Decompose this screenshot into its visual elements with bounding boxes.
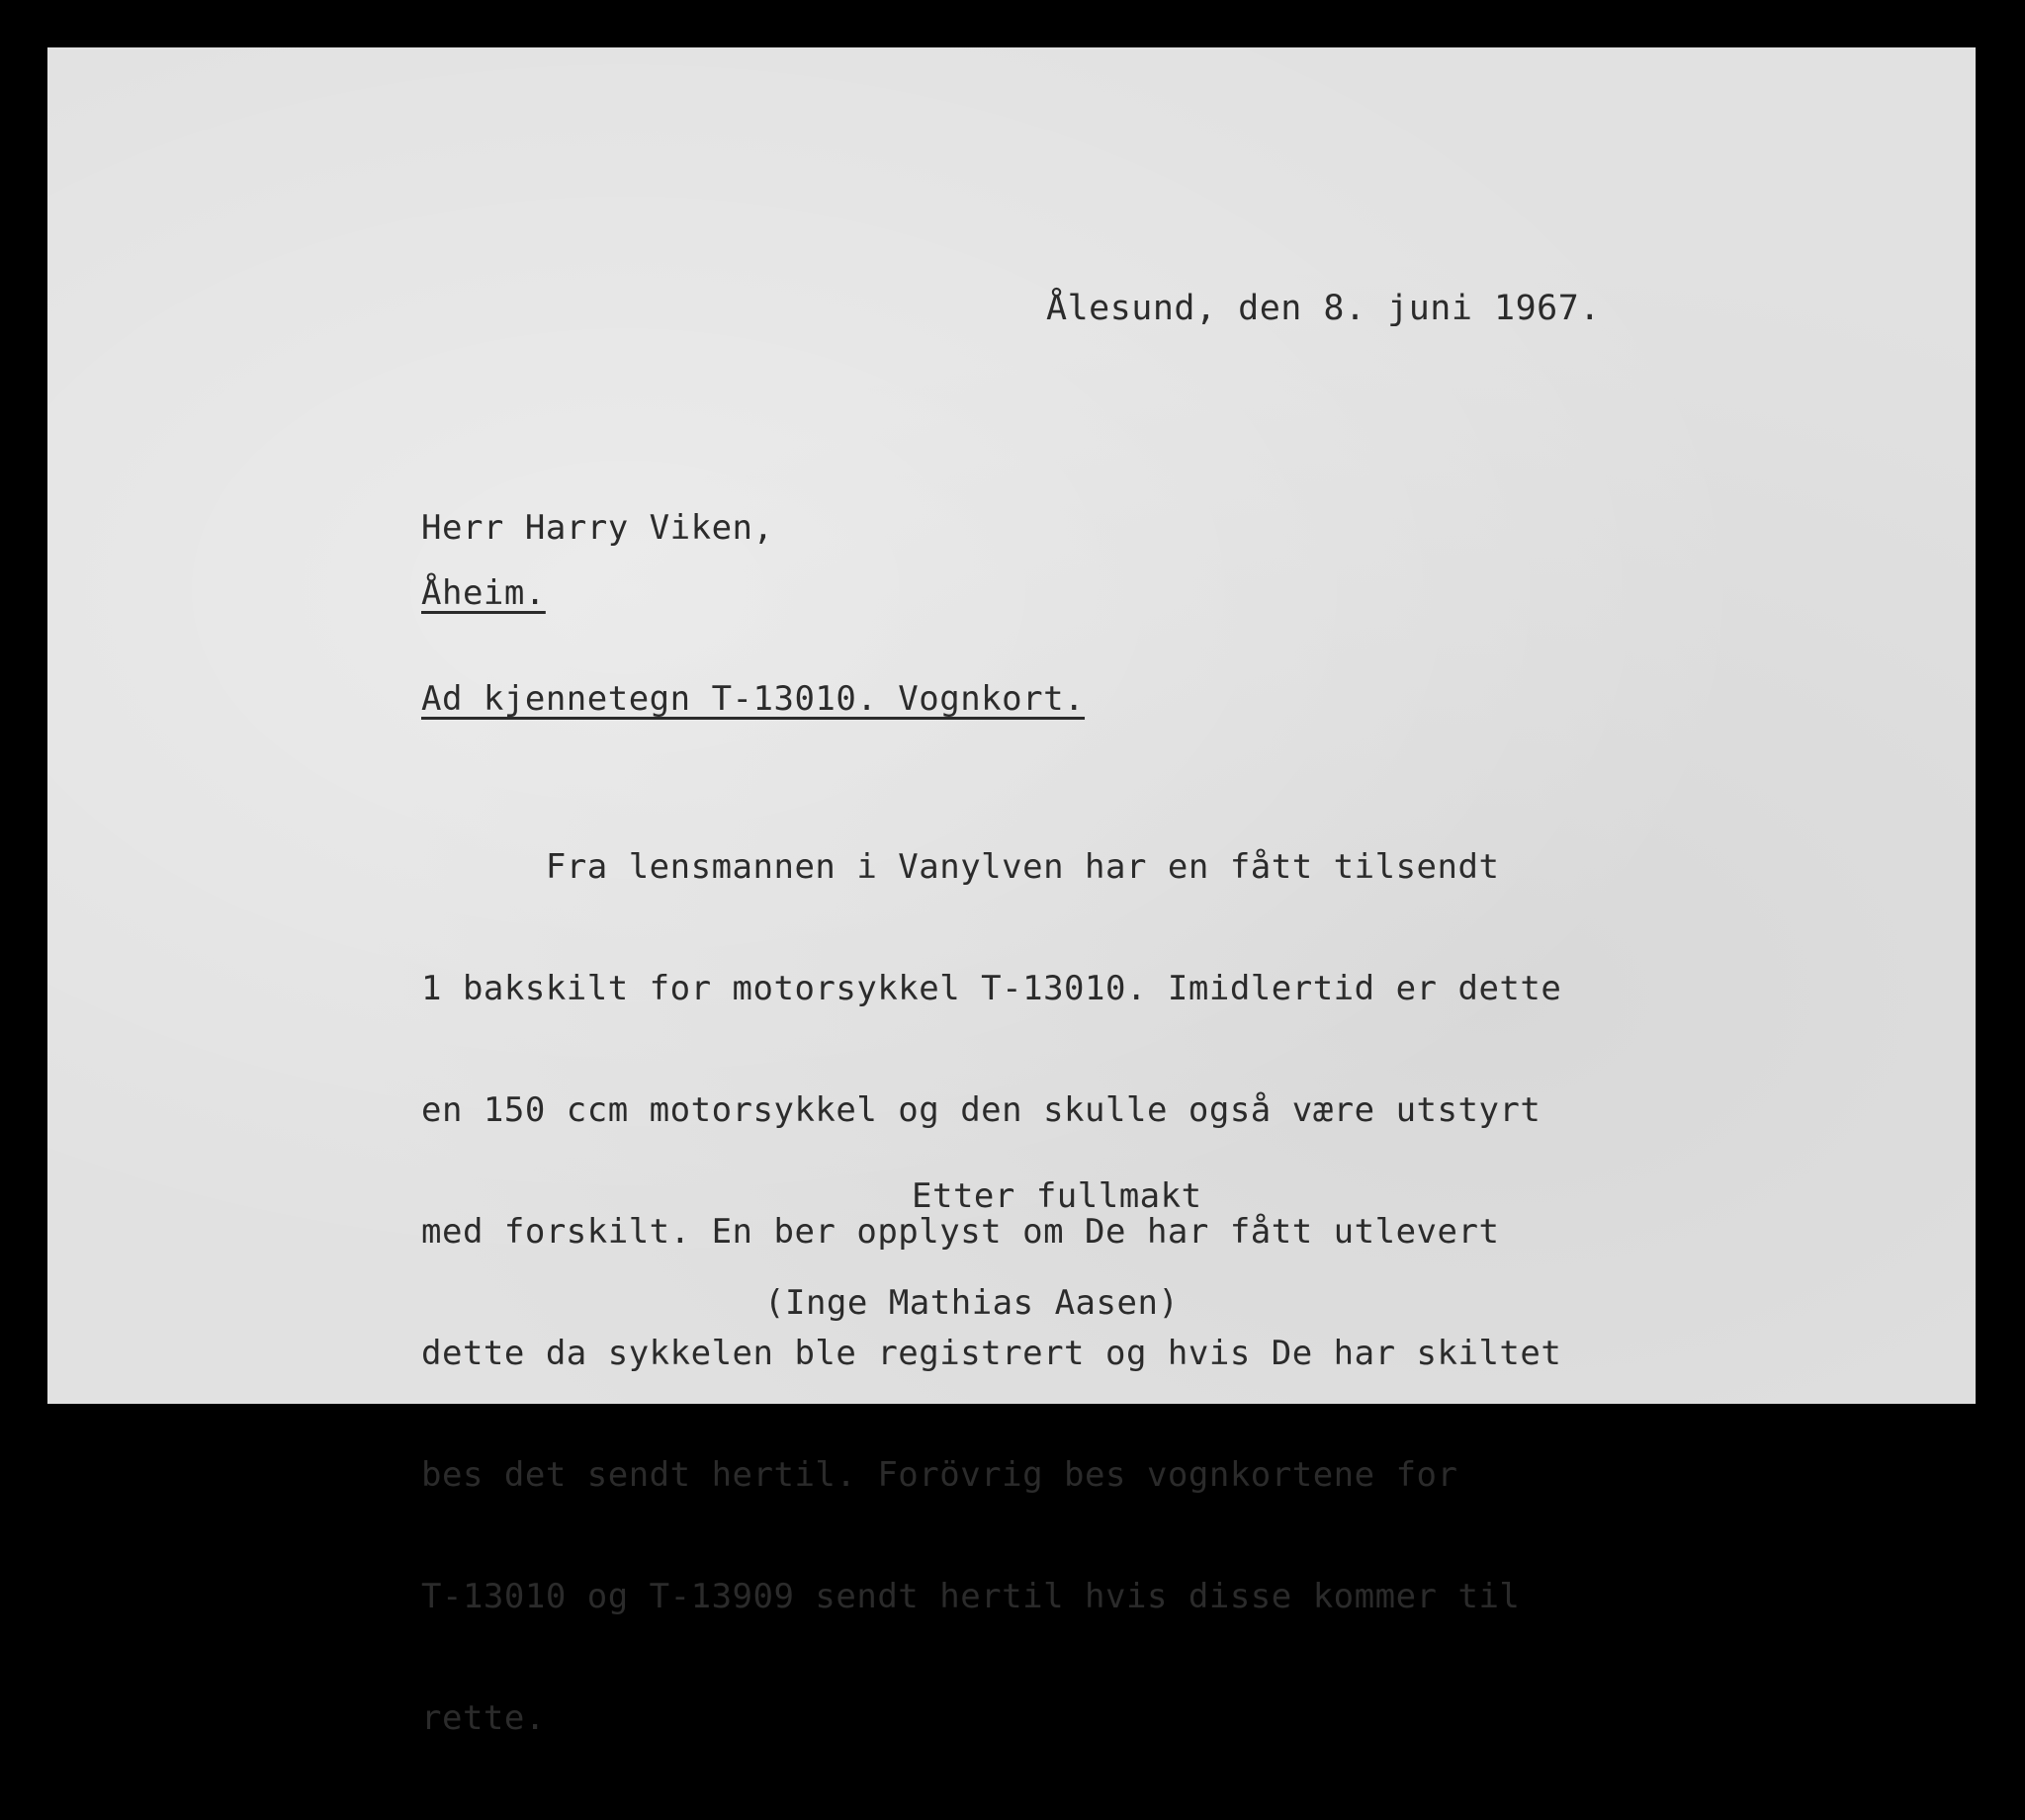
body-line: 1 bakskilt for motorsykkel T-13010. Imidlertid er dette: [421, 969, 1562, 1008]
letter-subject: Ad kjennetegn T-13010. Vognkort.: [421, 679, 1086, 719]
body-line: Fra lensmannen i Vanylven har en fått tilsendt: [421, 847, 1500, 887]
letter-paper: [47, 47, 1976, 1738]
body-line: rette.: [421, 1698, 546, 1738]
letter-signature: (Inge Mathias Aasen): [764, 1283, 1180, 1323]
body-line: bes det sendt hertil. Forövrig bes vognkortene for: [421, 1455, 1458, 1495]
body-line: T-13010 og T-13909 sendt hertil hvis disse kommer til: [421, 1577, 1521, 1616]
recipient-name: Herr Harry Viken,: [421, 508, 774, 548]
body-line: med forskilt. En ber opplyst om De har fått utlevert: [421, 1212, 1500, 1252]
recipient-place: Åheim.: [421, 573, 546, 613]
body-line: en 150 ccm motorsykkel og den skulle også være utstyrt: [421, 1090, 1541, 1130]
letter-date: Ålesund, den 8. juni 1967.: [1046, 289, 1601, 328]
letter-closing: Etter fullmakt: [912, 1176, 1202, 1216]
body-line: dette da sykkelen ble registrert og hvis De har skiltet: [421, 1334, 1562, 1373]
